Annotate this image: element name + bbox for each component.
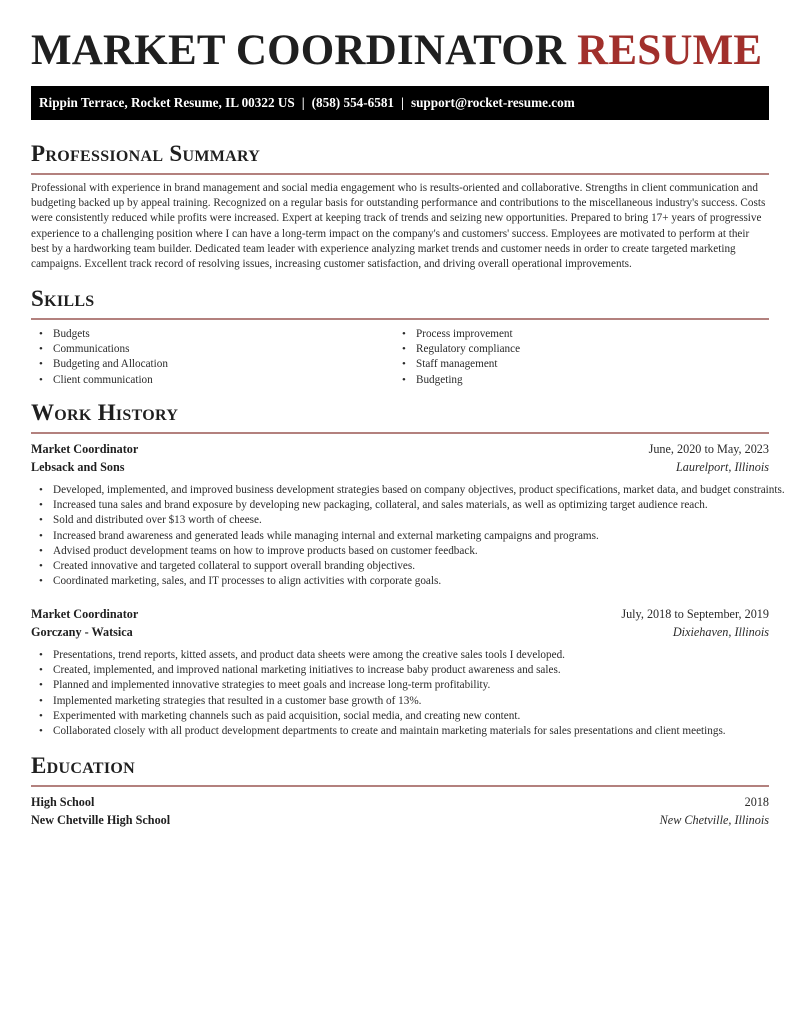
job-bullet: • Planned and implemented innovative strategies to meet goals and increase long-term profitability. — [31, 678, 726, 693]
section-divider — [31, 318, 769, 320]
job-location: Dixiehaven, Illinois — [672, 625, 769, 639]
skill-item: • Budgeting — [394, 373, 520, 388]
resume-title — [31, 28, 762, 74]
section-divider — [31, 785, 769, 787]
job-header — [31, 440, 769, 476]
contact-phone: (858) 554-6581 — [311, 95, 395, 110]
summary-text: Professional with experience in brand management and social media engagement who is results-oriented and collaborative. Strengths in client communication and budgeting backed up by appeal training. Recognized on a regular basis for outstanding performance and contributions to the miscellaneous industry's success. Costs were consistently reduced while profits were increased. Expert at keeping track of trends and seizing new opportunities. Prepared to bring 17+ years of progressive experience to a challenging position where I can have a long-term impact on the company's and customers' success. Employees are motivated to perform at their best by a hardworking team builder. Dedicated team leader with experience analyzing market trends and customer needs in order to create targeted marketing campaigns. Excellent track record of resolving issues, increasing customer satisfaction, and driving overall operational improvements. — [31, 182, 766, 271]
education-degree: High School — [31, 795, 95, 809]
skill-item: • Process improvement — [394, 327, 520, 342]
job-bullet: • Experimented with marketing channels such as paid acquisition, social media, and creating new content. — [31, 709, 726, 724]
job-bullet: • Increased tuna sales and brand exposure by developing new packaging, collateral, and sales materials, as well as optimizing target audience reach. — [31, 498, 785, 513]
skill-item: • Communications — [31, 342, 168, 357]
education-school: New Chetville High School — [31, 813, 171, 827]
job-bullet: • Created innovative and targeted collateral to support overall branding objectives. — [31, 559, 785, 574]
job-header — [31, 605, 769, 641]
job-bullet: • Created, implemented, and improved national marketing initiatives to increase baby product awareness and sales. — [31, 663, 726, 678]
job-title: Market Coordinator — [31, 442, 139, 456]
education-location: New Chetville, Illinois — [659, 813, 769, 827]
skill-item: • Budgeting and Allocation — [31, 357, 168, 372]
job-bullets — [31, 483, 785, 589]
section-title-summary: Professional Summary — [31, 141, 261, 166]
job-bullet: • Coordinated marketing, sales, and IT processes to align activities with corporate goals. — [31, 574, 785, 589]
education-entry — [31, 793, 769, 829]
job-bullet: • Advised product development teams on how to improve products based on customer feedback. — [31, 544, 785, 559]
skill-item: • Budgets — [31, 327, 168, 342]
contact-separator: | — [401, 95, 404, 110]
education-section-header — [31, 753, 769, 787]
contact-email: support@rocket-resume.com — [410, 95, 575, 110]
summary-section-header — [31, 141, 769, 175]
skills-list-right — [394, 327, 520, 388]
job-title: Market Coordinator — [31, 607, 139, 621]
contact-separator: | — [301, 95, 305, 110]
job-bullet: • Sold and distributed over $13 worth of cheese. — [31, 513, 785, 528]
job-dates: June, 2020 to May, 2023 — [648, 442, 769, 456]
job-company: Lebsack and Sons — [31, 460, 125, 474]
job-bullet: • Presentations, trend reports, kitted assets, and product data sheets were among the creative sales tools I developed. — [31, 648, 726, 663]
title-accent: RESUME — [577, 27, 763, 74]
job-bullet: • Increased brand awareness and generated leads while managing internal and external marketing campaigns and programs. — [31, 529, 785, 544]
skill-item: • Regulatory compliance — [394, 342, 520, 357]
job-bullet: • Collaborated closely with all product development departments to create and maintain marketing materials for sales presentations and client meetings. — [31, 724, 726, 739]
job-company: Gorczany - Watsica — [31, 625, 133, 639]
job-location: Laurelport, Illinois — [676, 460, 769, 474]
section-title-education: Education — [31, 753, 135, 778]
job-dates: July, 2018 to September, 2019 — [621, 607, 769, 621]
title-main: MARKET COORDINATOR — [31, 27, 567, 74]
job-bullet: • Developed, implemented, and improved business development strategies based on company objectives, product specifications, market data, and budget constraints. — [31, 483, 785, 498]
job-bullet: • Implemented marketing strategies that resulted in a customer base growth of 13%. — [31, 694, 726, 709]
section-title-work-history: Work History — [31, 400, 179, 425]
contact-address: Rippin Terrace, Rocket Resume, IL 00322 US — [39, 95, 295, 110]
job-bullets — [31, 648, 726, 739]
contact-bar — [31, 86, 769, 120]
section-divider — [31, 173, 769, 175]
skills-section-header — [31, 286, 769, 320]
section-title-skills: Skills — [31, 286, 95, 311]
work-history-section-header — [31, 400, 769, 434]
skill-item: • Staff management — [394, 357, 520, 372]
education-year: 2018 — [744, 795, 769, 809]
skill-item: • Client communication — [31, 373, 168, 388]
skills-list-left — [31, 327, 168, 388]
section-divider — [31, 432, 769, 434]
